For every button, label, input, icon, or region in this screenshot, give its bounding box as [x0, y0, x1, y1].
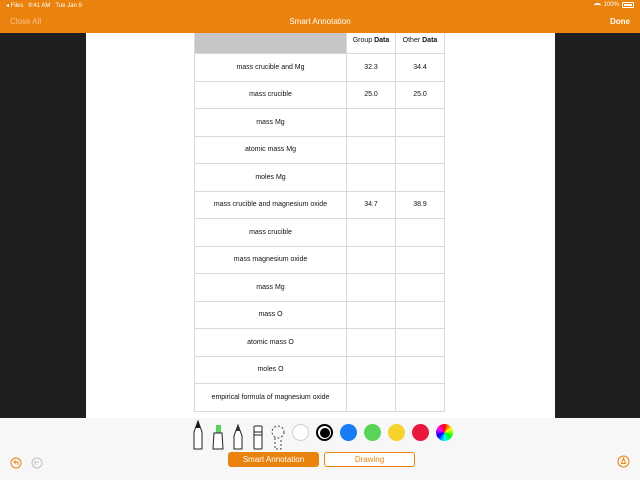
color-green[interactable]: [364, 424, 381, 441]
other-data-cell[interactable]: [396, 109, 445, 137]
group-data-cell[interactable]: [347, 109, 396, 137]
table-row: [195, 191, 445, 219]
row-label: atomic mass Mg: [195, 136, 347, 164]
other-data-cell[interactable]: 34.4: [396, 54, 445, 82]
other-data-header: Other Data: [396, 33, 445, 54]
battery-percent: 100%: [603, 2, 619, 8]
color-black[interactable]: [316, 424, 333, 441]
table-row: [195, 246, 445, 274]
pen-tool-icon[interactable]: [190, 420, 206, 450]
table-row: [195, 219, 445, 247]
marker-tool-icon[interactable]: [210, 420, 226, 450]
row-label: mass magnesium oxide: [195, 246, 347, 274]
group-data-header: Group Data: [347, 33, 396, 54]
page-title: Smart Annotation: [289, 17, 351, 26]
other-data-cell[interactable]: [396, 136, 445, 164]
other-data-cell[interactable]: [396, 274, 445, 302]
table-row: [195, 301, 445, 329]
eraser-tool-icon[interactable]: [250, 420, 266, 450]
table-row: [195, 384, 445, 412]
document-page[interactable]: [86, 33, 555, 418]
status-date: Tue Jan 9: [55, 3, 82, 9]
table-row: [195, 164, 445, 192]
color-yellow[interactable]: [388, 424, 405, 441]
table-row: [195, 54, 445, 82]
pencil-circle-icon[interactable]: [617, 455, 630, 473]
table-row: [195, 274, 445, 302]
other-data-cell[interactable]: [396, 329, 445, 357]
status-time: 9:41 AM: [28, 3, 51, 9]
group-data-cell[interactable]: [347, 301, 396, 329]
row-label: mass Mg: [195, 274, 347, 302]
row-label: atomic mass O: [195, 329, 347, 357]
wifi-icon: [594, 3, 601, 8]
back-to-files-link[interactable]: ◂ Files: [6, 3, 24, 9]
status-right: [594, 2, 634, 8]
group-data-cell[interactable]: [347, 164, 396, 192]
color-palette: [292, 424, 453, 441]
row-label: mass crucible and magnesium oxide: [195, 191, 347, 219]
annotation-toolbar: [0, 418, 640, 480]
row-label: empirical formula of magnesium oxide: [195, 384, 347, 412]
tab-drawing[interactable]: Drawing: [324, 452, 415, 467]
pencil-tool-icon[interactable]: [230, 420, 246, 450]
navigation-bar: [0, 0, 640, 33]
row-label: mass crucible: [195, 219, 347, 247]
other-data-cell[interactable]: [396, 356, 445, 384]
color-picker-icon[interactable]: [436, 424, 453, 441]
color-red[interactable]: [412, 424, 429, 441]
row-label: moles O: [195, 356, 347, 384]
group-data-cell[interactable]: [347, 384, 396, 412]
row-label: mass O: [195, 301, 347, 329]
table-corner-cell: [195, 33, 347, 54]
group-data-cell[interactable]: [347, 329, 396, 357]
redo-icon[interactable]: [31, 456, 43, 474]
table-row: [195, 109, 445, 137]
lasso-tool-icon[interactable]: [270, 420, 286, 450]
data-table: [194, 33, 445, 412]
status-left: [6, 2, 82, 9]
table-row: [195, 329, 445, 357]
other-data-cell[interactable]: [396, 384, 445, 412]
group-data-cell[interactable]: [347, 356, 396, 384]
tab-smart-annotation[interactable]: Smart Annotation: [228, 452, 319, 467]
other-data-cell[interactable]: 38.9: [396, 191, 445, 219]
group-data-cell[interactable]: 34.7: [347, 191, 396, 219]
color-white[interactable]: [292, 424, 309, 441]
close-all-button[interactable]: Close All: [10, 17, 42, 26]
group-data-cell[interactable]: 32.3: [347, 54, 396, 82]
row-label: moles Mg: [195, 164, 347, 192]
color-blue[interactable]: [340, 424, 357, 441]
group-data-cell[interactable]: [347, 246, 396, 274]
battery-icon: [622, 2, 634, 8]
group-data-cell[interactable]: [347, 274, 396, 302]
table-row: [195, 136, 445, 164]
table-row: [195, 81, 445, 109]
undo-icon[interactable]: [10, 456, 22, 474]
done-button[interactable]: Done: [610, 17, 630, 26]
row-label: mass crucible: [195, 81, 347, 109]
drawing-tools: [190, 420, 286, 450]
other-data-cell[interactable]: [396, 301, 445, 329]
row-label: mass Mg: [195, 109, 347, 137]
other-data-cell[interactable]: [396, 246, 445, 274]
group-data-cell[interactable]: 25.0: [347, 81, 396, 109]
other-data-cell[interactable]: 25.0: [396, 81, 445, 109]
table-row: [195, 356, 445, 384]
row-label: mass crucible and Mg: [195, 54, 347, 82]
group-data-cell[interactable]: [347, 136, 396, 164]
other-data-cell[interactable]: [396, 164, 445, 192]
group-data-cell[interactable]: [347, 219, 396, 247]
other-data-cell[interactable]: [396, 219, 445, 247]
